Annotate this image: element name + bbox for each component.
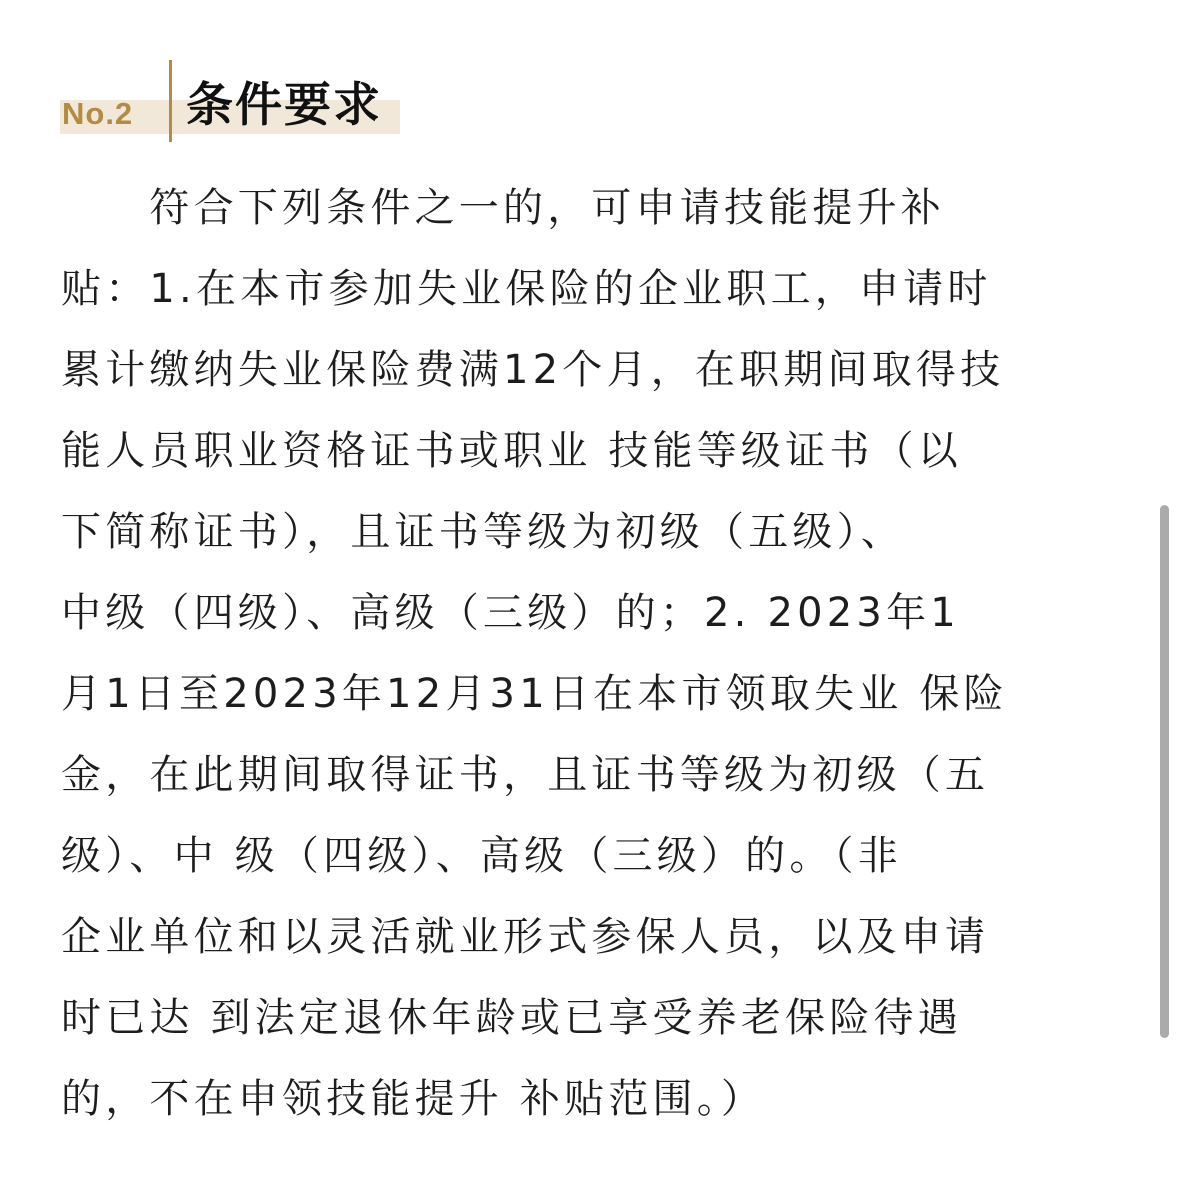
paragraph-line: 月1日至2023年12月31日在本市领取失业 保险 bbox=[61, 671, 1008, 717]
paragraph-line: 级）、中 级（四级）、高级（三级）的。（非 bbox=[61, 833, 902, 879]
vertical-scrollbar-thumb[interactable] bbox=[1160, 505, 1169, 1038]
section-title: 条件要求 bbox=[186, 78, 382, 133]
paragraph-line: 贴：1.在本市参加失业保险的企业职工，申请时 bbox=[61, 266, 992, 312]
article-paragraph bbox=[61, 176, 1121, 1148]
paragraph-line: 符合下列条件之一的，可申请技能提升补 bbox=[61, 185, 945, 231]
paragraph-line: 时已达 到法定退休年龄或已享受养老保险待遇 bbox=[61, 995, 962, 1041]
section-header bbox=[60, 58, 405, 144]
paragraph-line: 下简称证书），且证书等级为初级（五级）、 bbox=[61, 509, 905, 555]
header-divider bbox=[169, 60, 172, 142]
paragraph-line: 的，不在申领技能提升 补贴范围。） bbox=[61, 1076, 766, 1122]
section-number: No.2 bbox=[62, 96, 134, 131]
paragraph-line: 累计缴纳失业保险费满12个月，在职期间取得技 bbox=[61, 347, 1005, 393]
paragraph-line: 企业单位和以灵活就业形式参保人员，以及申请 bbox=[61, 914, 990, 960]
paragraph-line: 金，在此期间取得证书，且证书等级为初级（五 bbox=[61, 752, 990, 798]
paragraph-line: 能人员职业资格证书或职业 技能等级证书（以 bbox=[61, 428, 962, 474]
paragraph-line: 中级（四级）、高级（三级）的；2. 2023年1 bbox=[61, 590, 960, 636]
